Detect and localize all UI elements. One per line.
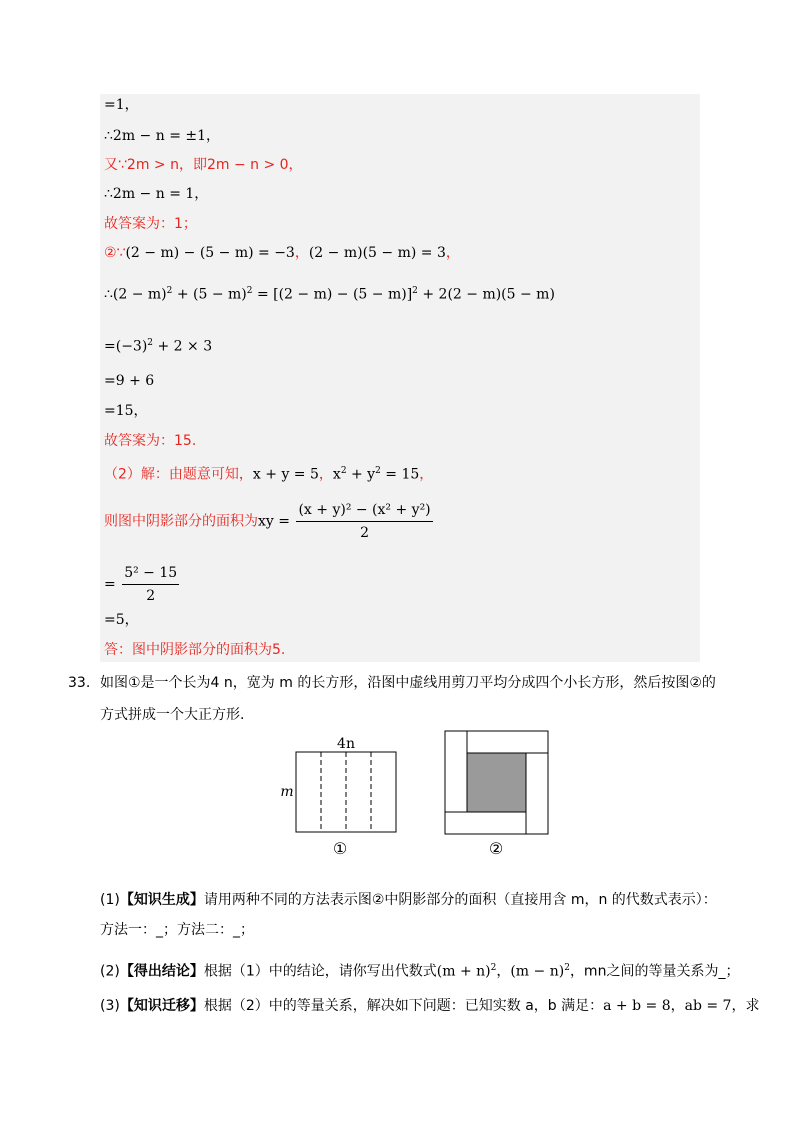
equals: = [104, 576, 116, 593]
expr-a-plus-b: a + b = 8 [603, 998, 671, 1014]
part-2-tag: 【得出结论】 [119, 963, 204, 980]
question-text-line-2: 方式拼成一个大正方形. [100, 707, 245, 723]
solution-shaded-box [100, 94, 700, 662]
part-1-number: (1) [100, 892, 120, 908]
expr-diff: (2 − m) − (5 − m) = −3 [125, 245, 295, 261]
comma: ， [445, 245, 460, 261]
expr-part: x [332, 466, 341, 483]
figure-1 [270, 730, 410, 860]
question-text-line-1: 如图①是一个长为4 n，宽为 m 的长方形，沿图中虚线用剪刀平均分成四个小长方形，然后按图②的 [100, 675, 716, 691]
expr-part: + (5 − m) [172, 286, 247, 303]
solution-line-14 [104, 563, 179, 606]
exponent: 2 [147, 338, 154, 348]
figure-1-height-label: m [280, 784, 294, 800]
fraction-denominator: 2 [360, 525, 369, 541]
fraction-denominator: 2 [146, 588, 156, 604]
question-number: 33. [68, 675, 91, 691]
expr-part: = [(2 − m) − (5 − m)] [252, 286, 413, 303]
figure-2-shaded-square [467, 753, 526, 812]
fraction-numerator: 5² − 15 [122, 563, 179, 585]
exponent: 2 [166, 286, 173, 296]
circled-2-label: ②∵ [104, 245, 126, 261]
expr-part: ∴(2 − m) [104, 286, 167, 303]
solution-line-2: ∴2m − n = ±1， [104, 128, 221, 144]
part-1-text: 请用两种不同的方法表示图②中阴影部分的面积（直接用含 m，n 的代数式表示）： [203, 892, 717, 908]
solution-line-10: =15， [104, 403, 148, 419]
exponent: 2 [564, 963, 570, 973]
part-1-tag: 【知识生成】 [119, 892, 204, 908]
exponent: 2 [490, 963, 497, 973]
solution-line-12 [104, 461, 433, 485]
solution-line-7 [104, 281, 555, 305]
answer-line-1: 故答案为：1； [104, 216, 197, 232]
expr-part: + 2(2 − m)(5 − m) [417, 286, 555, 303]
figure-2-bottom-piece [445, 812, 526, 834]
solution-line-4: ∴2m − n = 1， [104, 186, 209, 202]
figure-2-top-piece [467, 731, 548, 753]
solution-line-13 [104, 500, 433, 543]
expr-sum: x + y = 5 [252, 466, 319, 483]
part-3-tag: 【知识迁移】 [119, 998, 204, 1014]
part-2 [100, 958, 739, 982]
part-1-methods: 方法一：_；方法二：_； [100, 922, 254, 938]
expr-part: =(−3) [104, 338, 148, 355]
fraction-numerator: (x + y)² − (x² + y²) [296, 500, 432, 522]
expr-ab: ab = 7 [684, 998, 732, 1014]
part-3-text-end: ，求 [731, 998, 760, 1014]
part-2-text: 根据（1）中的结论，请你写出代数式 [203, 963, 437, 980]
solution-line-6 [104, 243, 460, 263]
figure-2-caption: ② [488, 839, 504, 858]
part-3-number: (3) [100, 998, 120, 1014]
solution-line-15: =5， [104, 612, 139, 628]
part-2-number: (2) [100, 963, 120, 980]
expr-sum-square: (m + n) [436, 963, 491, 980]
exponent: 2 [412, 286, 418, 296]
expr-part: + 2 × 3 [153, 338, 213, 355]
part-2-text-end: ，mn之间的等量关系为_； [569, 963, 740, 980]
solution-line-9: =9 + 6 [104, 373, 155, 389]
part-3 [100, 996, 759, 1016]
exponent: 2 [375, 466, 381, 476]
figure-1-width-label: 4n [337, 736, 355, 752]
solution-line-1: =1， [104, 97, 139, 113]
area-statement: 则图中阴影部分的面积为 [104, 513, 258, 530]
comma: ， [670, 998, 685, 1014]
figure-2-right-piece [526, 753, 548, 834]
solution-line-3: 又∵2m > n，即2m − n > 0， [104, 157, 303, 173]
comma: ， [294, 245, 309, 261]
comma: ， [496, 963, 511, 980]
fraction [296, 500, 432, 543]
part-1 [100, 890, 717, 910]
figure-2 [440, 730, 560, 860]
comma: ， [318, 466, 333, 483]
expr-part: + y [346, 466, 376, 483]
fraction [122, 563, 179, 606]
comma: ， [419, 466, 434, 483]
exponent: 2 [340, 466, 347, 476]
expr-product: (2 − m)(5 − m) = 3 [308, 245, 446, 261]
figure-2-left-piece [445, 731, 467, 812]
part-3-text: 根据（2）中的等量关系，解决如下问题：已知实数 a，b 满足： [203, 998, 604, 1014]
answer-line-2: 故答案为：15. [104, 433, 197, 449]
figure-1-caption: ① [332, 839, 348, 858]
expr-xy: xy = [258, 513, 290, 530]
expr-part: = 15 [380, 466, 420, 483]
exponent: 2 [246, 286, 253, 296]
solution-line-8 [104, 333, 212, 357]
expr-diff-square: (m − n) [510, 963, 565, 980]
part2-intro: （2）解：由题意可知， [104, 466, 253, 483]
final-answer: 答：图中阴影部分的面积为5. [104, 642, 286, 658]
